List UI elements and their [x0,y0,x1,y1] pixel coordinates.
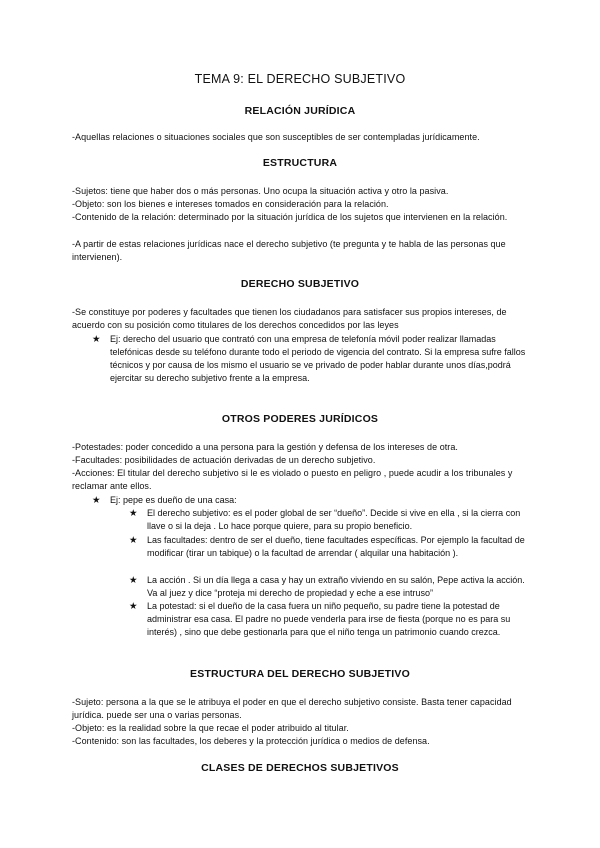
star-bullet-icon: ★ [129,575,138,586]
bullet-ejemplo-telefonia: Ej: derecho del usuario que contrató con una empresa de telefonía móvil poder realizar llamadas telefónicas desde su teléfono durante todo el periodo de vigencia del contrato. Si la empresa sufre fallos técnicos y por causa de los mismo el usuario se ve privado de poder hablar durante unos días,podrá ejercitar su derecho subjetivo frente a la empresa. [110,334,526,383]
heading-clases-derechos: CLASES DE DERECHOS SUBJETIVOS [201,762,399,774]
star-bullet-icon: ★ [129,601,138,612]
paragraph-sujetos: -Sujetos: tiene que haber dos o más personas. Uno ocupa la situación activa y otro la pasiva. [72,186,449,196]
subbullet-potestad: La potestad: si el dueño de la casa fuera un niño pequeño, su padre tiene la potestad de administrar esa casa. El padre no puede venderla para irse de fiesta (porque no es para su interés) , sino que debe gestionarla para que el niño tenga un patrimonio cuando crezca. [147,601,511,637]
paragraph-objeto: -Objeto: son los bienes e intereses tomados en consideración para la relación. [72,199,389,209]
star-bullet-icon: ★ [129,508,138,519]
paragraph-contenido: -Contenido de la relación: determinado por la situación jurídica de los sujetos que intervienen en la relación. [72,212,508,222]
paragraph-potestades: -Potestades: poder concedido a una persona para la gestión y defensa de los intereses de otra. [72,442,458,452]
paragraph-contenido-derecho: -Contenido: son las facultades, los deberes y la protección jurídica o medios de defensa. [72,736,430,746]
heading-relacion-juridica: RELACIÓN JURÍDICA [244,105,356,117]
subbullet-accion: La acción . Si un día llega a casa y hay un extraño viviendo en su salón, Pepe activa la acción. Va al juez y dice “proteja mi derecho de propiedad y eche a ese intruso” [147,575,525,598]
star-bullet-icon: ★ [129,535,138,546]
paragraph-sujeto: -Sujeto: persona a la que se le atribuya el poder en que el derecho subjetivo consiste. Basta tener capacidad jurídica. puede ser una o varias personas. [72,697,512,720]
star-bullet-icon: ★ [92,334,101,345]
document-title: TEMA 9: EL DERECHO SUBJETIVO [194,72,406,86]
paragraph-relacion-definicion: -Aquellas relaciones o situaciones sociales que son susceptibles de ser contempladas jurídicamente. [72,132,480,142]
subbullet-facultades: Las facultades: dentro de ser el dueño, tiene facultades específicas. Por ejemplo la facultad de modificar (tirar un tabique) o la facultad de arrendar ( alquilar una habitación ). [147,535,525,558]
heading-otros-poderes: OTROS PODERES JURÍDICOS [221,413,379,425]
paragraph-acciones: -Acciones: El titular del derecho subjetivo si le es violado o puesto en peligro , puede acudir a los tribunales y reclamar ante ellos. [72,468,513,491]
paragraph-objeto-derecho: -Objeto: es la realidad sobre la que recae el poder atribuido al titular. [72,723,349,733]
star-bullet-icon: ★ [92,495,101,506]
paragraph-nacimiento-derecho: -A partir de estas relaciones jurídicas nace el derecho subjetivo (te pregunta y te habla de las personas que intervienen). [72,239,506,262]
paragraph-facultades: -Facultades: posibilidades de actuación derivadas de un derecho subjetivo. [72,455,376,465]
heading-estructura: ESTRUCTURA [262,157,338,169]
paragraph-derecho-subjetivo-definicion: -Se constituye por poderes y facultades que tienen los ciudadanos para satisfacer sus propios intereses, de acuerdo con su posición como titulares de los derechos concedidos por las leyes [72,307,507,330]
heading-estructura-derecho-subjetivo: ESTRUCTURA DEL DERECHO SUBJETIVO [190,668,410,680]
subbullet-derecho-subjetivo: El derecho subjetivo: es el poder global de ser “dueño”. Decide si vive en ella , si la cierra con llave o si la deja . Lo hace porque quiere, para su propio beneficio. [147,508,521,531]
heading-derecho-subjetivo: DERECHO SUBJETIVO [240,278,360,290]
bullet-ejemplo-pepe: Ej: pepe es dueño de una casa: [110,495,237,505]
